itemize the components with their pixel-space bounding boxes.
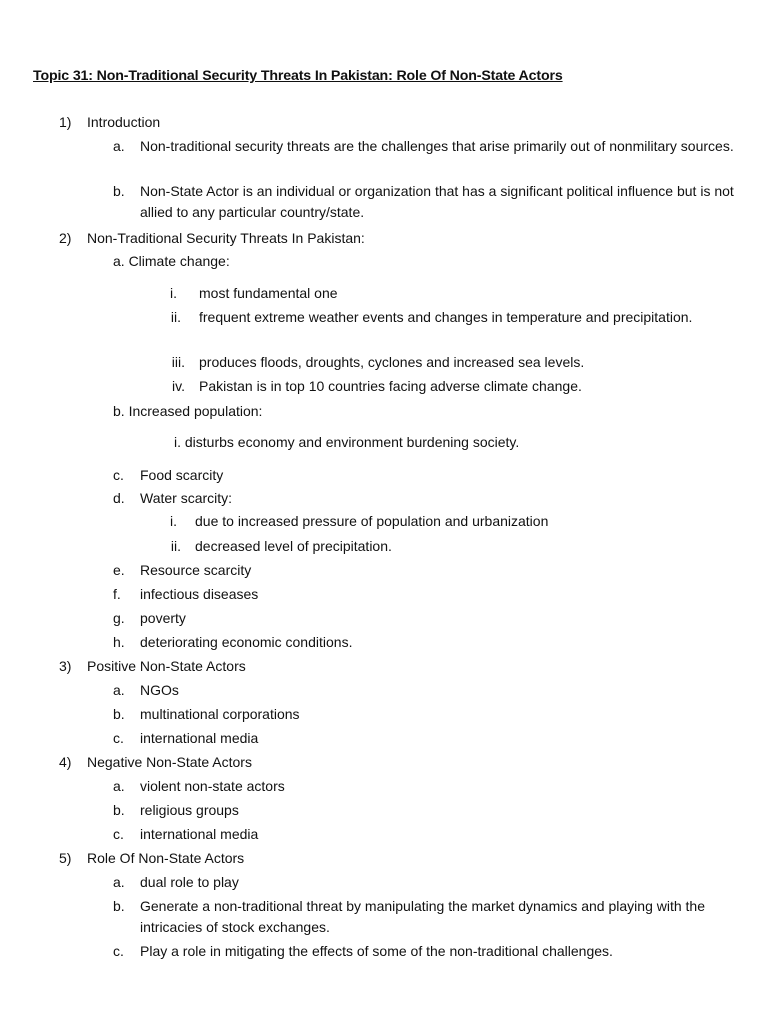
list-marker: c. xyxy=(113,826,124,842)
list-item: produces floods, droughts, cyclones and increased sea levels. xyxy=(199,354,585,370)
list-item: infectious diseases xyxy=(140,586,259,602)
section-number: 3) xyxy=(59,658,72,674)
list-marker: b. xyxy=(113,898,125,914)
list-item: Pakistan is in top 10 countries facing adverse climate change. xyxy=(199,378,582,394)
section-heading-threats: Non-Traditional Security Threats In Pakistan: xyxy=(87,230,365,246)
list-item: violent non-state actors xyxy=(140,778,285,794)
list-marker: a. xyxy=(113,682,125,698)
list-item: Food scarcity xyxy=(140,467,224,483)
roman-marker: ii. xyxy=(170,309,181,325)
list-item: international media xyxy=(140,826,259,842)
list-item: Non-traditional security threats are the challenges that arise primarily out of nonmilitary sources. xyxy=(140,138,734,154)
roman-marker: iii. xyxy=(171,354,185,370)
climate-change-heading: a. Climate change: xyxy=(113,253,230,269)
roman-marker: ii. xyxy=(170,538,181,554)
section-number: 5) xyxy=(59,850,72,866)
list-marker: c. xyxy=(113,943,124,959)
population-heading: b. Increased population: xyxy=(113,403,263,419)
list-item: Water scarcity: xyxy=(140,490,233,506)
list-item: poverty xyxy=(140,610,186,626)
list-marker: a. xyxy=(113,874,125,890)
section-number: 2) xyxy=(59,230,72,246)
list-marker: a. xyxy=(113,138,125,154)
document-title: Topic 31: Non-Traditional Security Threats In Pakistan: Role Of Non-State Actors xyxy=(33,68,563,84)
list-item: dual role to play xyxy=(140,874,239,890)
roman-marker: iv. xyxy=(172,378,185,394)
list-item: deteriorating economic conditions. xyxy=(140,634,353,650)
roman-marker: i. xyxy=(170,513,177,529)
section-number: 1) xyxy=(59,114,72,130)
section-number: 4) xyxy=(59,754,72,770)
list-marker: h. xyxy=(113,634,125,650)
list-marker: g. xyxy=(113,610,125,626)
list-item: NGOs xyxy=(140,682,179,698)
list-item: i. disturbs economy and environment burdening society. xyxy=(174,434,520,450)
section-heading-role-of-actors: Role Of Non-State Actors xyxy=(87,850,245,866)
list-item: international media xyxy=(140,730,259,746)
roman-marker: i. xyxy=(170,285,177,301)
section-heading-introduction: Introduction xyxy=(87,114,161,130)
list-item: decreased level of precipitation. xyxy=(195,538,392,554)
list-marker: b. xyxy=(113,183,125,199)
list-item: multinational corporations xyxy=(140,706,300,722)
list-item: most fundamental one xyxy=(199,285,338,301)
list-marker: c. xyxy=(113,467,124,483)
list-item: Resource scarcity xyxy=(140,562,252,578)
section-heading-negative-actors: Negative Non-State Actors xyxy=(87,754,252,770)
list-item: Non-State Actor is an individual or organization that has a significant political influence but is not allied to any particular country/state. xyxy=(140,183,734,220)
list-marker: a. xyxy=(113,778,125,794)
section-heading-positive-actors: Positive Non-State Actors xyxy=(87,658,246,674)
list-marker: f. xyxy=(113,586,121,602)
list-marker: c. xyxy=(113,730,124,746)
list-item: frequent extreme weather events and changes in temperature and precipitation. xyxy=(199,309,693,325)
list-marker: d. xyxy=(113,490,125,506)
list-item: religious groups xyxy=(140,802,239,818)
list-marker: e. xyxy=(113,562,125,578)
list-marker: b. xyxy=(113,802,125,818)
list-marker: b. xyxy=(113,706,125,722)
list-item: due to increased pressure of population and urbanization xyxy=(195,513,549,529)
list-item: Generate a non-traditional threat by manipulating the market dynamics and playing with the intricacies of stock exchanges. xyxy=(140,898,705,935)
list-item: Play a role in mitigating the effects of some of the non-traditional challenges. xyxy=(140,943,613,959)
